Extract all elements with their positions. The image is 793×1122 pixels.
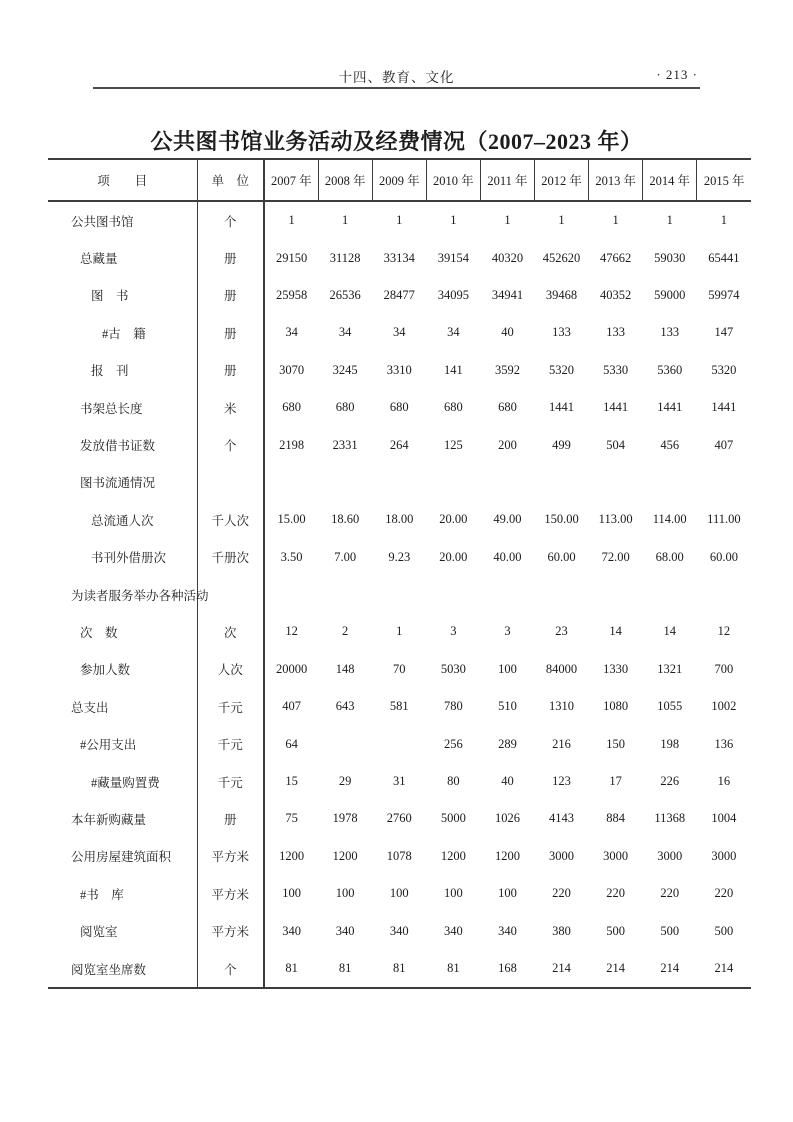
value-cell: 70	[393, 661, 406, 676]
value-cell: 340	[498, 923, 517, 938]
value-cell: 1	[450, 213, 457, 228]
value-cell: 500	[606, 923, 626, 938]
item-cell: 图 书	[91, 289, 129, 304]
value-cell: 150	[606, 736, 626, 751]
value-cell: 100	[498, 886, 517, 901]
unit-cell: 个	[197, 426, 264, 463]
value-cell: 18.00	[385, 512, 414, 527]
value-cell: 5320	[711, 362, 737, 377]
table-row	[48, 651, 751, 688]
value-cell	[697, 576, 751, 613]
column-header-item: 项 目	[48, 159, 197, 201]
value-cell: 81	[393, 961, 406, 975]
table-title: 公共图书馆业务活动及经费情况（2007–2023 年）	[150, 129, 643, 154]
value-cell: 214	[606, 961, 626, 975]
value-cell: 47662	[600, 250, 632, 265]
value-cell: 680	[389, 400, 409, 415]
table-row	[48, 426, 751, 463]
table-row	[48, 800, 751, 837]
value-cell	[589, 464, 643, 501]
item-cell: 图书流通情况	[80, 476, 156, 491]
table-row	[48, 239, 751, 276]
value-cell: 64	[264, 725, 318, 762]
value-cell: 81	[447, 961, 460, 975]
value-cell: 780	[443, 699, 463, 714]
table-row	[48, 763, 751, 800]
value-cell: 39468	[545, 287, 578, 302]
value-cell: 59000	[654, 287, 686, 302]
column-header-year: 2010 年	[426, 159, 480, 201]
column-header-year: 2007 年	[264, 159, 318, 201]
value-cell: 20.00	[439, 549, 468, 564]
value-cell: 1004	[711, 811, 737, 826]
item-cell: 总藏量	[80, 252, 118, 267]
value-cell: 123	[552, 774, 571, 789]
value-cell: 59030	[654, 250, 686, 265]
column-header-year: 2014 年	[643, 159, 697, 201]
unit-cell: 册	[197, 277, 264, 314]
item-cell: #藏量购置费	[91, 775, 160, 790]
table-row	[48, 464, 751, 501]
value-cell: 3	[504, 624, 511, 639]
value-cell: 141	[443, 362, 463, 377]
item-cell: 报 刊	[91, 364, 129, 379]
statistics-table	[48, 158, 751, 989]
table-row	[48, 352, 751, 389]
value-cell: 3070	[264, 352, 318, 389]
value-cell: 100	[498, 661, 517, 676]
value-cell: 68.00	[655, 549, 684, 564]
value-cell: 1	[558, 213, 565, 228]
value-cell	[372, 725, 426, 762]
value-cell: 214	[660, 961, 680, 975]
value-cell: 65441	[708, 250, 740, 265]
value-cell: 452620	[542, 250, 581, 265]
value-cell	[372, 464, 426, 501]
value-cell: 456	[660, 437, 680, 452]
unit-cell: 千元	[197, 763, 264, 800]
column-header-year: 2008 年	[318, 159, 372, 201]
item-cell: #书 库	[80, 887, 124, 902]
value-cell: 3000	[603, 848, 629, 863]
value-cell: 1	[666, 213, 673, 228]
value-cell: 15	[264, 763, 318, 800]
value-cell: 1080	[603, 699, 629, 714]
running-head	[93, 66, 700, 88]
value-cell	[318, 464, 372, 501]
value-cell: 3245	[332, 362, 358, 377]
value-cell: 84000	[545, 661, 578, 676]
table-row	[48, 613, 751, 650]
unit-cell: 个	[197, 201, 264, 239]
value-cell: 340	[264, 912, 318, 949]
value-cell: 2331	[332, 437, 358, 452]
value-cell: 148	[335, 661, 355, 676]
value-cell	[697, 464, 751, 501]
value-cell: 34941	[491, 287, 524, 302]
value-cell	[264, 576, 318, 613]
value-cell: 1	[264, 201, 318, 239]
table-header-row	[48, 159, 751, 201]
column-header-unit: 单 位	[197, 159, 264, 201]
table-row	[48, 576, 751, 613]
value-cell: 80	[447, 774, 460, 789]
value-cell: 39154	[437, 250, 469, 265]
value-cell: 34	[264, 314, 318, 351]
item-cell: 书架总长度	[80, 401, 143, 416]
value-cell: 25958	[264, 277, 318, 314]
section-title: 十四、教育、文化	[338, 70, 455, 85]
value-cell: 34	[338, 325, 352, 340]
value-cell: 29	[338, 774, 352, 789]
value-cell: 11368	[654, 811, 686, 826]
value-cell: 33134	[383, 250, 415, 265]
unit-cell: 册	[197, 239, 264, 276]
value-cell	[426, 464, 480, 501]
column-header-year: 2013 年	[589, 159, 643, 201]
value-cell: 133	[552, 325, 571, 340]
table-row	[48, 389, 751, 426]
value-cell: 510	[498, 699, 517, 714]
value-cell: 15.00	[264, 501, 318, 538]
value-cell: 226	[660, 774, 680, 789]
value-cell: 680	[498, 400, 517, 415]
value-cell: 340	[389, 923, 409, 938]
value-cell: 60.00	[547, 549, 576, 564]
value-cell	[643, 464, 697, 501]
value-cell	[318, 725, 372, 762]
value-cell: 500	[660, 923, 680, 938]
unit-cell: 册	[197, 800, 264, 837]
value-cell: 200	[498, 437, 517, 452]
value-cell: 2	[342, 624, 349, 639]
value-cell: 220	[660, 886, 680, 901]
value-cell: 100	[264, 875, 318, 912]
value-cell: 680	[264, 389, 318, 426]
value-cell: 198	[660, 736, 680, 751]
value-cell: 111.00	[707, 512, 741, 527]
value-cell: 1441	[549, 400, 575, 415]
table-row	[48, 314, 751, 351]
item-cell: 参加人数	[80, 663, 131, 678]
value-cell: 23	[555, 624, 568, 639]
value-cell: 220	[714, 886, 734, 901]
unit-cell: 千册次	[197, 539, 264, 576]
value-cell: 680	[335, 400, 355, 415]
value-cell: 40.00	[493, 549, 522, 564]
value-cell: 504	[606, 437, 626, 452]
unit-cell: 平方米	[197, 875, 264, 912]
table-row	[48, 688, 751, 725]
value-cell: 3000	[657, 848, 683, 863]
column-header-year: 2015 年	[697, 159, 751, 201]
unit-cell: 千元	[197, 688, 264, 725]
value-cell: 1441	[657, 400, 683, 415]
value-cell: 3000	[711, 848, 737, 863]
value-cell: 1	[720, 213, 728, 228]
value-cell: 1	[342, 213, 349, 228]
value-cell: 14	[609, 624, 622, 639]
table-row	[48, 725, 751, 762]
value-cell: 114.00	[652, 512, 687, 527]
value-cell: 884	[606, 811, 626, 826]
value-cell: 9.23	[388, 549, 411, 564]
table-row	[48, 838, 751, 875]
item-cell: 次 数	[80, 625, 118, 640]
value-cell: 1310	[549, 699, 575, 714]
value-cell: 340	[443, 923, 463, 938]
item-cell: 公共图书馆	[71, 214, 134, 229]
value-cell: 3000	[549, 848, 575, 863]
value-cell	[535, 464, 589, 501]
column-header-year: 2012 年	[535, 159, 589, 201]
value-cell: 12	[717, 624, 731, 639]
value-cell: 7.00	[334, 549, 357, 564]
value-cell: 1	[612, 213, 619, 228]
unit-cell: 平方米	[197, 838, 264, 875]
value-cell: 214	[714, 961, 734, 975]
value-cell: 1441	[711, 400, 737, 415]
value-cell: 81	[338, 961, 352, 975]
value-cell: 29150	[264, 239, 318, 276]
value-cell: 1330	[603, 661, 629, 676]
page-number: · 213 ·	[656, 67, 698, 82]
value-cell	[643, 576, 697, 613]
value-cell: 72.00	[601, 549, 630, 564]
value-cell: 220	[606, 886, 626, 901]
value-cell: 75	[264, 800, 318, 837]
value-cell: 59974	[708, 287, 740, 302]
value-cell: 34	[393, 325, 406, 340]
table-row	[48, 875, 751, 912]
value-cell: 81	[264, 950, 318, 988]
value-cell: 1978	[332, 811, 358, 826]
value-cell: 643	[335, 699, 355, 714]
table-row	[48, 950, 751, 988]
value-cell: 12	[264, 613, 318, 650]
value-cell: 147	[714, 325, 734, 340]
unit-cell: 平方米	[197, 912, 264, 949]
value-cell: 168	[498, 961, 517, 975]
value-cell: 581	[389, 699, 409, 714]
value-cell: 407	[264, 688, 318, 725]
value-cell: 26536	[329, 287, 361, 302]
item-cell: #古 籍	[102, 326, 146, 341]
item-cell: #公用支出	[80, 738, 137, 753]
unit-cell: 次	[197, 613, 264, 650]
value-cell: 1	[504, 213, 511, 228]
value-cell: 5330	[603, 362, 629, 377]
value-cell: 49.00	[493, 512, 522, 527]
column-header-year: 2011 年	[480, 159, 534, 201]
value-cell: 40	[501, 774, 514, 789]
value-cell: 18.60	[331, 512, 360, 527]
item-cell: 阅览室坐席数	[71, 962, 147, 977]
value-cell: 150.00	[544, 512, 579, 527]
value-cell: 700	[714, 661, 734, 676]
item-cell: 阅览室	[80, 925, 118, 940]
value-cell: 4143	[549, 811, 575, 826]
value-cell: 1055	[657, 699, 683, 714]
value-cell: 1	[396, 624, 403, 639]
value-cell	[589, 576, 643, 613]
table-row	[48, 201, 751, 239]
item-cell: 发放借书证数	[80, 439, 156, 454]
unit-cell: 册	[197, 352, 264, 389]
value-cell: 289	[498, 736, 517, 751]
value-cell: 31128	[329, 250, 361, 265]
value-cell: 1	[396, 213, 403, 228]
value-cell: 214	[552, 961, 571, 975]
value-cell: 1200	[494, 848, 520, 863]
value-cell: 14	[663, 624, 676, 639]
value-cell: 40352	[600, 287, 632, 302]
value-cell: 100	[443, 886, 463, 901]
value-cell	[480, 464, 534, 501]
value-cell: 3	[450, 624, 457, 639]
statistics-table-wrapper	[48, 158, 751, 989]
unit-cell: 米	[197, 389, 264, 426]
value-cell: 113.00	[598, 512, 633, 527]
unit-cell: 人次	[197, 651, 264, 688]
unit-cell: 千元	[197, 725, 264, 762]
unit-cell	[197, 464, 264, 501]
value-cell: 1200	[440, 848, 466, 863]
unit-cell: 个	[197, 950, 264, 988]
value-cell: 264	[389, 437, 409, 452]
value-cell: 340	[335, 923, 355, 938]
value-cell: 60.00	[709, 549, 738, 564]
value-cell: 3.50	[264, 539, 318, 576]
header-rule	[93, 87, 700, 89]
value-cell: 40320	[491, 250, 524, 265]
column-header-year: 2009 年	[372, 159, 426, 201]
value-cell: 34095	[437, 287, 469, 302]
value-cell: 5320	[549, 362, 575, 377]
value-cell: 3592	[494, 362, 520, 377]
value-cell: 17	[609, 774, 622, 789]
value-cell: 34	[447, 325, 460, 340]
value-cell: 256	[443, 736, 463, 751]
item-cell: 书刊外借册次	[91, 551, 167, 566]
value-cell: 20000	[264, 651, 318, 688]
unit-cell: 千人次	[197, 501, 264, 538]
value-cell: 40	[501, 325, 514, 340]
value-cell: 500	[714, 923, 734, 938]
value-cell	[318, 576, 372, 613]
item-cell: 为读者服务举办各种活动	[71, 588, 209, 603]
value-cell: 1026	[494, 811, 520, 826]
value-cell: 5000	[440, 811, 466, 826]
value-cell: 136	[714, 736, 734, 751]
value-cell: 1200	[264, 838, 318, 875]
value-cell: 5360	[657, 362, 683, 377]
value-cell: 20.00	[439, 512, 468, 527]
value-cell: 1321	[657, 661, 683, 676]
table-row	[48, 501, 751, 538]
value-cell: 5030	[440, 661, 466, 676]
value-cell: 133	[606, 325, 626, 340]
value-cell: 680	[443, 400, 463, 415]
unit-cell: 册	[197, 314, 264, 351]
table-row	[48, 277, 751, 314]
value-cell: 3310	[386, 362, 412, 377]
value-cell: 133	[660, 325, 680, 340]
value-cell	[535, 576, 589, 613]
item-cell: 公用房屋建筑面积	[71, 850, 172, 865]
value-cell: 407	[714, 437, 734, 452]
item-cell: 总流通人次	[91, 513, 154, 528]
value-cell: 220	[552, 886, 571, 901]
item-cell: 本年新购藏量	[71, 812, 147, 827]
value-cell: 28477	[383, 287, 415, 302]
value-cell: 100	[335, 886, 355, 901]
value-cell: 2198	[264, 426, 318, 463]
table-row	[48, 539, 751, 576]
value-cell: 16	[717, 774, 731, 789]
table-row	[48, 912, 751, 949]
value-cell: 499	[552, 437, 571, 452]
value-cell: 1078	[386, 848, 412, 863]
value-cell: 380	[552, 923, 571, 938]
value-cell: 1441	[603, 400, 629, 415]
value-cell: 125	[443, 437, 463, 452]
value-cell: 1002	[711, 699, 737, 714]
value-cell	[264, 464, 318, 501]
value-cell: 216	[552, 736, 571, 751]
value-cell: 31	[393, 774, 406, 789]
value-cell	[372, 576, 426, 613]
value-cell: 2760	[386, 811, 412, 826]
value-cell	[426, 576, 480, 613]
value-cell	[480, 576, 534, 613]
item-cell: 总支出	[71, 700, 109, 715]
value-cell: 1200	[332, 848, 358, 863]
value-cell: 100	[389, 886, 409, 901]
